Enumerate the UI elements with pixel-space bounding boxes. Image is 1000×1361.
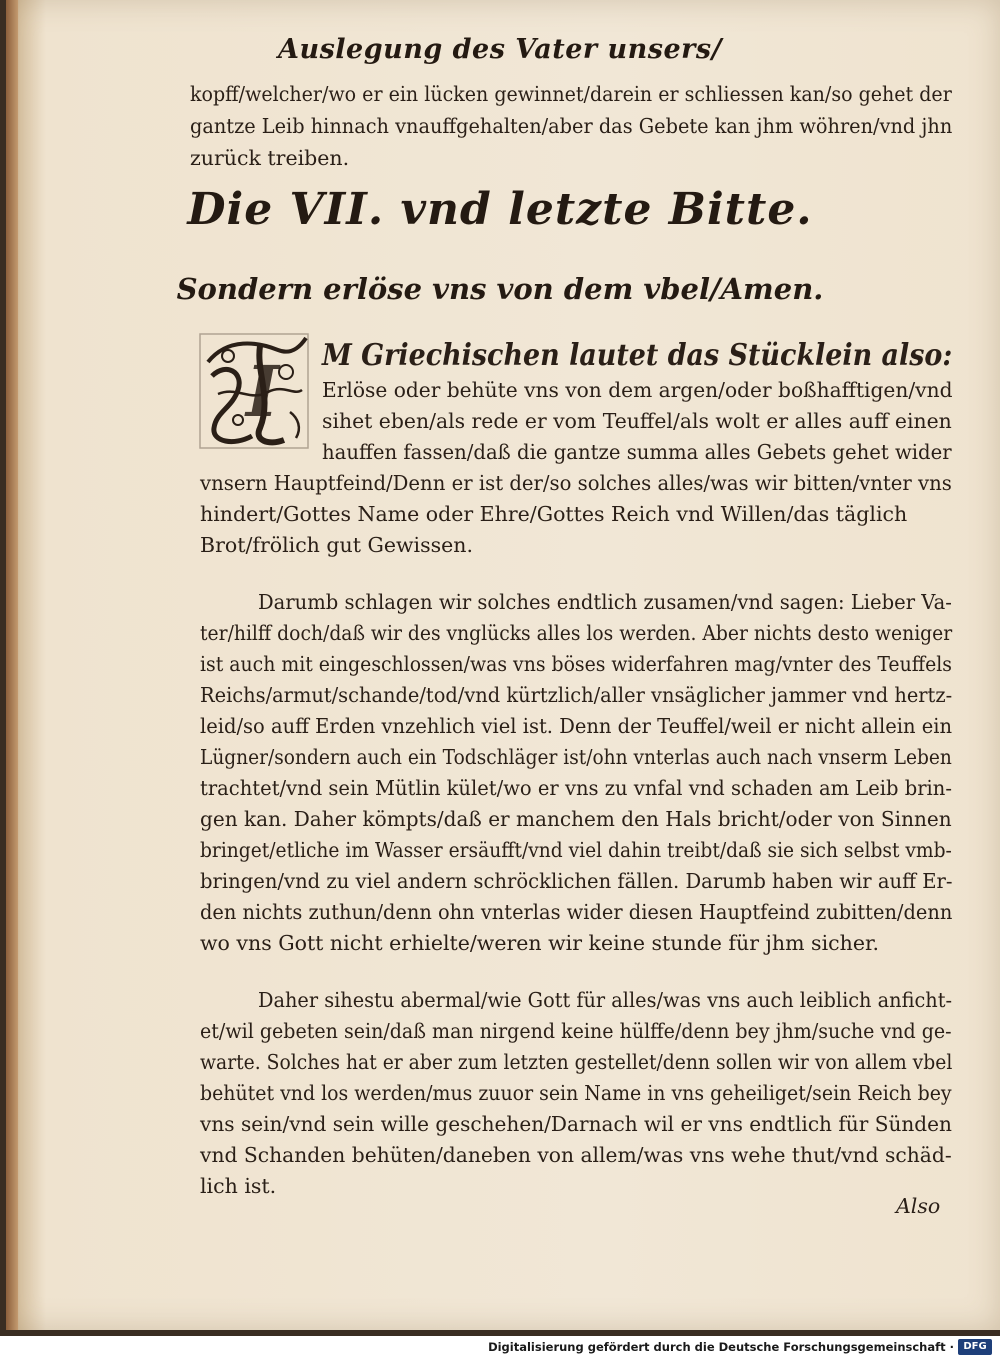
text-line: hindert/Gottes Name oder Ehre/Gottes Reich vnd Willen/das täglich [200, 502, 908, 526]
text-line: leid/so auff Erden vnzehlich viel ist. Denn der Teuffel/weil er nicht allein ein [200, 714, 953, 738]
text-line: Brot/frölich gut Gewissen. [200, 533, 473, 557]
drop-cap-letter: I [246, 350, 279, 433]
text-line: Reichs/armut/schande/tod/vnd kürtzlich/aller vnsäglicher jammer vnd hertz- [200, 683, 953, 707]
catchword: Also [896, 1194, 941, 1218]
text-line: Erlöse oder behüte vns von dem argen/oder boßhafftigen/vnd [322, 378, 953, 402]
text-line: vnd Schanden behüten/daneben von allem/was vns wehe thut/vnd schäd- [200, 1143, 952, 1167]
text-line: warte. Solches hat er aber zum letzten gestellet/denn sollen wir von allem vbel [200, 1050, 953, 1074]
text-line: Daher sihestu abermal/wie Gott für alles/was vns auch leiblich anficht- [258, 988, 952, 1012]
text-line: den nichts zuthun/denn ohn vnterlas wider diesen Hauptfeind zubitten/denn [200, 900, 953, 924]
text-line: behütet vnd los werden/mus zuuor sein Name in vns geheiliget/sein Reich bey [200, 1081, 952, 1105]
text-line: wo vns Gott nicht erhielte/weren wir keine stunde für jhm sicher. [200, 931, 880, 955]
text-line: ter/hilff doch/daß wir des vnglücks alles los werden. Aber nichts desto weniger [200, 621, 953, 645]
dfg-logo: DFG [958, 1339, 992, 1355]
text-line: bringen/vnd zu viel andern schröcklichen fällen. Darumb haben wir auff Er- [200, 869, 953, 893]
running-head: Auslegung des Vater unsers/ [278, 34, 722, 65]
text-line: et/wil gebeten sein/daß man nirgend keine hülffe/denn bey jhm/suche vnd ge- [200, 1019, 952, 1043]
text-line: hauffen fassen/daß die gantze summa alles Gebets gehet wider [322, 440, 952, 464]
chapter-title: Die VII. vnd letzte Bitte. [187, 184, 813, 235]
text-line: ist auch mit eingeschlossen/was vns böses widerfahren mag/vnter des Teuffels [200, 652, 952, 676]
text-line: bringet/etliche im Wasser ersäufft/vnd viel dahin treibt/daß sie sich selbst vmb- [200, 838, 952, 862]
petition-subtitle: Sondern erlöse vns von dem vbel/Amen. [176, 272, 824, 306]
ornamental-drop-cap [198, 332, 310, 450]
text-line: sihet eben/als rede er vom Teuffel/als wolt er alles auff einen [322, 409, 952, 433]
text-line: Darumb schlagen wir solches endtlich zusamen/vnd sagen: Lieber Va- [258, 590, 952, 614]
text-line: Lügner/sondern auch ein Todschläger ist/ohn vnterlas auch nach vnserm Leben [200, 745, 952, 769]
text-line: M Griechischen lautet das Stücklein also: [322, 338, 953, 373]
text-line: gen kan. Daher kömpts/daß er manchem den Hals bricht/oder von Sinnen [200, 807, 952, 831]
text-line: zurück treiben. [190, 146, 350, 170]
text-line: trachtet/vnd sein Mütlin kület/wo er vns zu vnfal vnd schaden am Leib brin- [200, 776, 952, 800]
text-line: gantze Leib hinnach vnauffgehalten/aber das Gebete kan jhm wöhren/vnd jhn [190, 114, 953, 138]
text-line: lich ist. [200, 1174, 277, 1198]
funding-notice: Digitalisierung gefördert durch die Deutsche Forschungsgemeinschaft · [488, 1340, 954, 1354]
text-line: vns sein/vnd sein wille geschehen/Darnach wil er vns endtlich für Sünden [200, 1112, 952, 1136]
text-line: vnsern Hauptfeind/Denn er ist der/so solches alles/was wir bitten/vnter vns [200, 471, 952, 495]
text-line: kopff/welcher/wo er ein lücken gewinnet/darein er schliessen kan/so gehet der [190, 82, 952, 106]
